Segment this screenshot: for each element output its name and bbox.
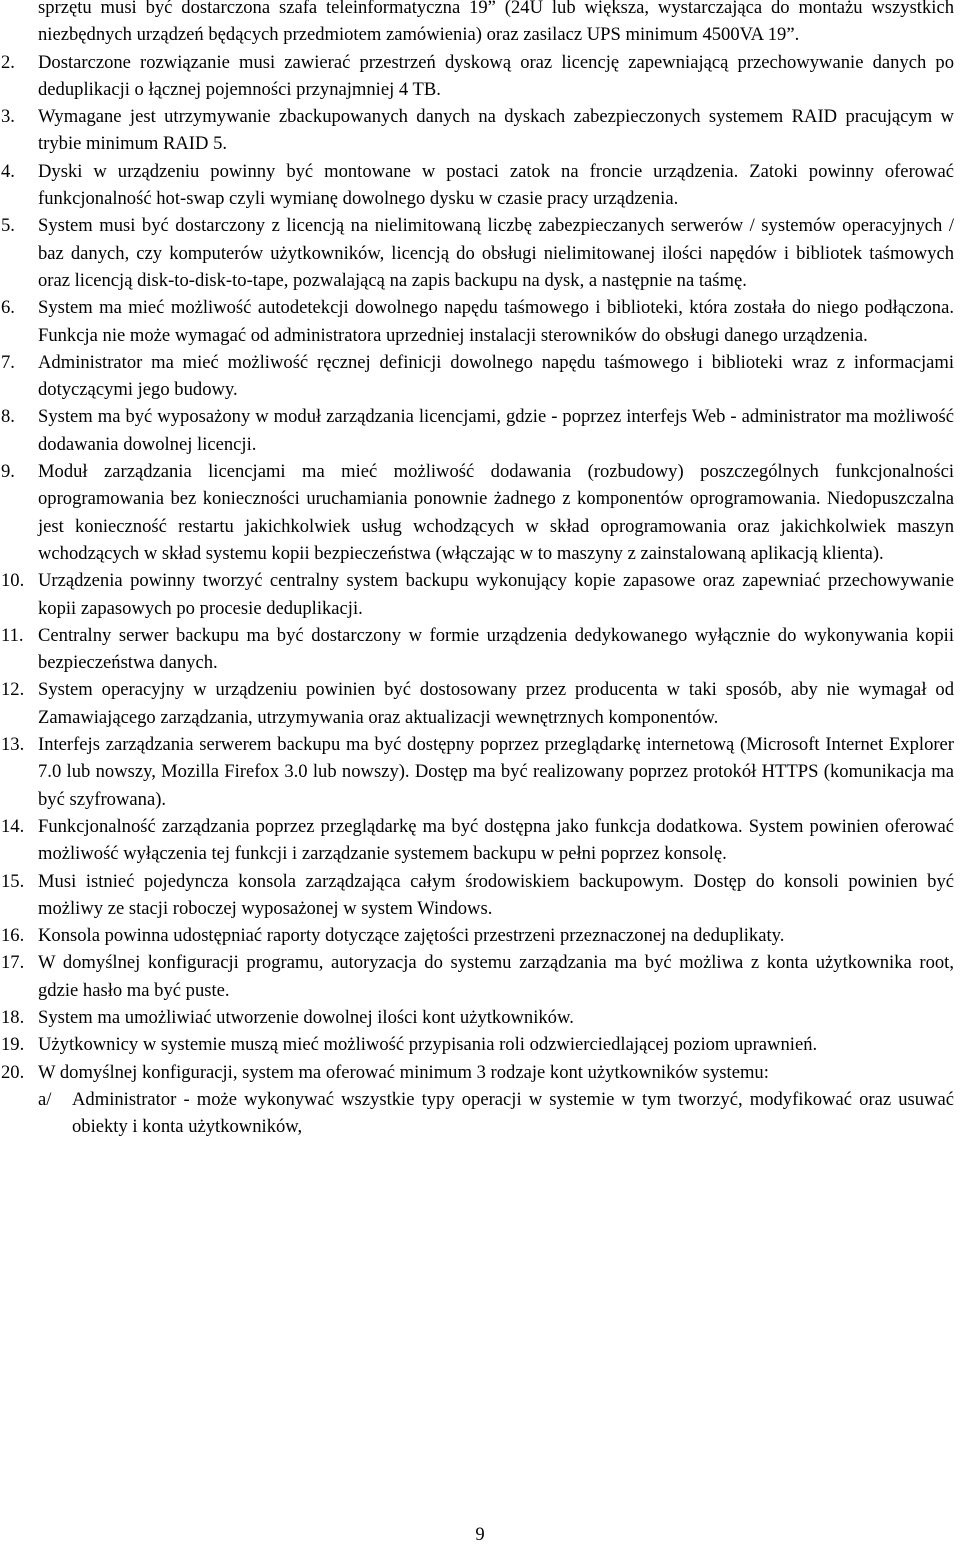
- item-number: 19.: [1, 1034, 25, 1056]
- list-item: [1, 294, 954, 349]
- item-number: 12.: [1, 679, 25, 701]
- item-text: System ma być wyposażony w moduł zarządzania licencjami, gdzie - poprzez interfejs Web - administrator ma możliwość dodawania dowolnej licencji.: [38, 406, 954, 455]
- item-number: 17.: [1, 952, 25, 974]
- list-item: [1, 622, 954, 677]
- item-text: W domyślnej konfiguracji programu, autoryzacja do systemu zarządzania ma być możliwa z konta użytkownika root, gdzie hasło ma być puste.: [38, 952, 954, 1001]
- item-text: Moduł zarządzania licencjami ma mieć możliwość dodawania (rozbudowy) poszczególnych funkcjonalności oprogramowania bez konieczności uruchamiania ponownie żadnego z komponentów oprogramowania. Niedopuszczalna jest konieczność restartu jakichkolwiek usług wchodzących w skład oprogramowania oraz jakichkolwiek maszyn wchodzących w skład systemu kopii bezpieczeństwa (włączając w to maszyny z zainstalowaną aplikacją klienta).: [38, 461, 954, 564]
- item-text: System ma umożliwiać utworzenie dowolnej ilości kont użytkowników.: [38, 1006, 574, 1028]
- list-item: [1, 868, 954, 923]
- item-number: 11.: [1, 624, 24, 646]
- item-text: W domyślnej konfiguracji, system ma oferować minimum 3 rodzaje kont użytkowników systemu:: [38, 1061, 769, 1083]
- item-number: 9.: [1, 461, 15, 483]
- item-number: 18.: [1, 1006, 25, 1028]
- document-body: [1, 0, 954, 1140]
- item-number: 8.: [1, 406, 15, 428]
- list-item: [1, 212, 954, 294]
- list-item: [1, 1031, 954, 1058]
- item-text: System operacyjny w urządzeniu powinien być dostosowany przez producenta w taki sposób, aby nie wymagał od Zamawiającego zarządzania, utrzymywania oraz aktualizacji wewnętrznych komponentów.: [38, 679, 954, 728]
- item-text: System ma mieć możliwość autodetekcji dowolnego napędu taśmowego i biblioteki, która została do niego podłączona. Funkcja nie może wymagać od administratora uprzedniej instalacji sterowników do obsługi danego urządzenia.: [38, 297, 954, 346]
- item-text: Administrator ma mieć możliwość ręcznej definicji dowolnego napędu taśmowego i biblioteki wraz z informacjami dotyczącymi jego budowy.: [38, 351, 954, 401]
- item-text: Dostarczone rozwiązanie musi zawierać przestrzeń dyskową oraz licencję zapewniającą przechowywanie danych po deduplikacji o łącznej pojemności przynajmniej 4 TB.: [38, 51, 954, 100]
- list-item: [1, 731, 954, 813]
- item-number: 4.: [1, 160, 15, 182]
- lead-paragraph: sprzętu musi być dostarczona szafa teleinformatyczna 19” (24U lub większa, wystarczająca do montażu wszystkich niezbędnych urządzeń będących przedmiotem zamówienia) oraz zasilacz UPS minimum 4500VA 19”.: [38, 0, 954, 46]
- item-number: 2.: [1, 51, 15, 73]
- item-number: 14.: [1, 815, 25, 837]
- item-number: 3.: [1, 106, 15, 128]
- list-item: [1, 103, 954, 158]
- item-number: 15.: [1, 870, 25, 892]
- sub-item-text: Administrator - może wykonywać wszystkie typy operacji w systemie w tym tworzyć, modyfikować oraz usuwać obiekty i konta użytkowników,: [72, 1088, 954, 1138]
- item-number: 13.: [1, 734, 25, 756]
- list-item: [1, 1059, 954, 1086]
- list-item: [1, 403, 954, 458]
- list-item: [1, 349, 954, 404]
- item-number: 16.: [1, 925, 25, 947]
- list-item: [1, 458, 954, 567]
- item-text: Centralny serwer backupu ma być dostarczony w formie urządzenia dedykowanego wyłącznie do wykonywania kopii bezpieczeństwa danych.: [38, 624, 954, 674]
- list-item: [1, 813, 954, 868]
- item-text: Funkcjonalność zarządzania poprzez przeglądarkę ma być dostępna jako funkcja dodatkowa. System powinien oferować możliwość wyłączenia tej funkcji i zarządzanie systemem backupu w pełni poprzez konsolę.: [38, 815, 954, 865]
- page-number: 9: [475, 1524, 485, 1545]
- item-text: Użytkownicy w systemie muszą mieć możliwość przypisania roli odzwierciedlającej poziom uprawnień.: [38, 1034, 818, 1056]
- list-item: [1, 49, 954, 104]
- sub-list-item: [38, 1086, 954, 1141]
- item-text: Musi istnieć pojedyncza konsola zarządzająca całym środowiskiem backupowym. Dostęp do konsoli powinien być możliwy ze stacji roboczej wyposażonej w system Windows.: [38, 870, 954, 919]
- item-text: Dyski w urządzeniu powinny być montowane w postaci zatok na froncie urządzenia. Zatoki powinny oferować funkcjonalność hot-swap czyli wymianę dowolnego dysku w czasie pracy urządzenia.: [38, 160, 954, 210]
- item-text: Interfejs zarządzania serwerem backupu ma być dostępny poprzez przeglądarkę internetową (Microsoft Internet Explorer 7.0 lub nowszy, Mozilla Firefox 3.0 lub nowszy). Dostęp ma być realizowany poprzez protokół HTTPS (komunikacja ma być szyfrowana).: [38, 734, 954, 810]
- item-number: 10.: [1, 570, 25, 592]
- list-item: [1, 158, 954, 213]
- list-item: [1, 1004, 954, 1031]
- item-number: 7.: [1, 351, 15, 373]
- sub-item-marker: a/: [38, 1088, 52, 1110]
- item-number: 5.: [1, 215, 15, 237]
- list-item: [1, 676, 954, 731]
- item-text: Konsola powinna udostępniać raporty dotyczące zajętości przestrzeni przeznaczonej na deduplikaty.: [38, 925, 785, 947]
- list-item: [1, 567, 954, 622]
- list-item: [1, 949, 954, 1004]
- item-number: 20.: [1, 1061, 25, 1083]
- item-text: Urządzenia powinny tworzyć centralny system backupu wykonujący kopie zapasowe oraz zapewniać przechowywanie kopii zapasowych po procesie deduplikacji.: [38, 570, 954, 619]
- item-text: System musi być dostarczony z licencją na nielimitowaną liczbę zabezpieczanych serwerów / systemów operacyjnych / baz danych, czy komputerów użytkowników, licencją do obsługi nielimitowanej ilości napędów i bibliotek taśmowych oraz licencją disk-to-disk-to-tape, pozwalającą na zapis backupu na dysk, a następnie na taśmę.: [38, 215, 954, 291]
- item-text: Wymagane jest utrzymywanie zbackupowanych danych na dyskach zabezpieczonych systemem RAID pracującym w trybie minimum RAID 5.: [38, 106, 954, 155]
- list-item: [1, 922, 954, 949]
- item-number: 6.: [1, 297, 15, 319]
